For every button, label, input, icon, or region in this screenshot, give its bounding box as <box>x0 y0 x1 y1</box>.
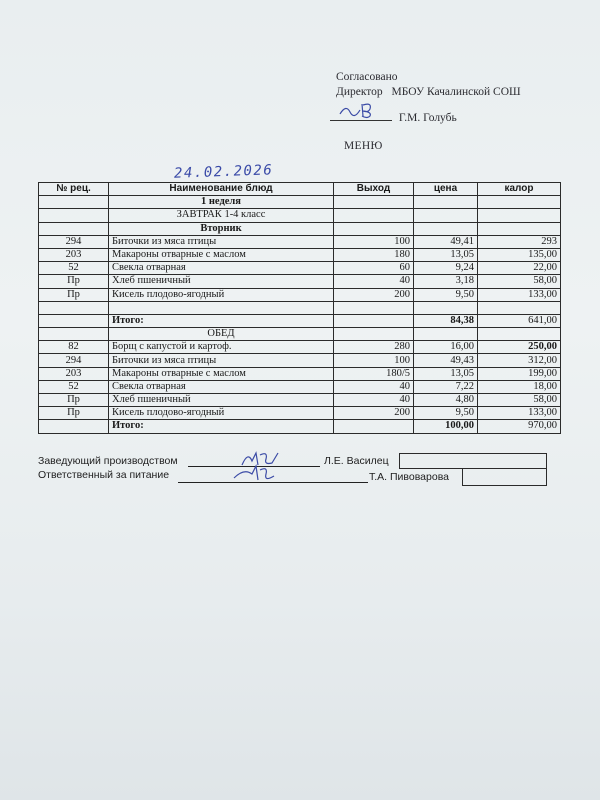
cell-out: 180 <box>334 248 414 261</box>
table-row <box>39 380 561 393</box>
week-row <box>39 196 561 209</box>
cell-name: Хлеб пшеничный <box>109 394 334 407</box>
cell-name: Биточки из мяса птицы <box>109 354 334 367</box>
cell-name: Биточки из мяса птицы <box>109 235 334 248</box>
total-cal: 641,00 <box>478 314 561 327</box>
cell-cal: 293 <box>478 235 561 248</box>
cell-price: 9,50 <box>414 407 478 420</box>
total-cal: 970,00 <box>478 420 561 433</box>
table-row <box>39 262 561 275</box>
cell-price: 49,43 <box>414 354 478 367</box>
cell-out: 100 <box>334 354 414 367</box>
footer-box <box>462 468 547 486</box>
handwritten-date: 24.02.2026 <box>173 162 274 182</box>
col-header: Выход <box>334 183 414 196</box>
cell-cal: 199,00 <box>478 367 561 380</box>
cell-rec: 294 <box>39 354 109 367</box>
director-signature-line <box>330 110 457 124</box>
table-row <box>39 394 561 407</box>
cell-name: Макароны отварные с маслом <box>109 367 334 380</box>
cell-out: 180/5 <box>334 367 414 380</box>
table-row <box>39 354 561 367</box>
cell-rec: 203 <box>39 248 109 261</box>
menu-table <box>38 182 561 434</box>
cell-rec: 52 <box>39 380 109 393</box>
total-label: Итого: <box>109 314 334 327</box>
day-row <box>39 222 561 235</box>
lunch-title: ОБЕД <box>109 328 334 341</box>
cell-price: 13,05 <box>414 367 478 380</box>
cell-out: 40 <box>334 394 414 407</box>
cell-name: Свекла отварная <box>109 380 334 393</box>
cell-cal: 18,00 <box>478 380 561 393</box>
cell-rec: Пр <box>39 394 109 407</box>
breakfast-title-row <box>39 209 561 222</box>
cell-cal: 133,00 <box>478 288 561 301</box>
footer-box <box>399 453 547 469</box>
cell-rec: 294 <box>39 235 109 248</box>
table-row <box>39 407 561 420</box>
col-header: Наименование блюд <box>109 183 334 196</box>
lunch-title-row <box>39 328 561 341</box>
cell-rec: Пр <box>39 288 109 301</box>
nutrition-name: Т.А. Пивоварова <box>369 471 449 483</box>
approval-role: Директор <box>336 86 383 98</box>
table-row <box>39 235 561 248</box>
cell-rec: 203 <box>39 367 109 380</box>
col-header: цена <box>414 183 478 196</box>
breakfast-title: ЗАВТРАК 1-4 класс <box>109 209 334 222</box>
approval-org: МБОУ Качалинской СОШ <box>391 86 521 98</box>
table-header-row <box>39 183 561 196</box>
cell-cal: 312,00 <box>478 354 561 367</box>
cell-price: 9,50 <box>414 288 478 301</box>
table-row <box>39 248 561 261</box>
cell-price: 16,00 <box>414 341 478 354</box>
cell-out: 200 <box>334 407 414 420</box>
cell-out: 200 <box>334 288 414 301</box>
cell-price: 4,80 <box>414 394 478 407</box>
director-name: Г.М. Голубь <box>398 112 457 124</box>
lunch-total-row <box>39 420 561 433</box>
day-label: Вторник <box>109 222 334 235</box>
col-header: № рец. <box>39 183 109 196</box>
cell-cal: 22,00 <box>478 262 561 275</box>
cell-cal: 133,00 <box>478 407 561 420</box>
total-label: Итого: <box>109 420 334 433</box>
cell-rec: Пр <box>39 407 109 420</box>
cell-price: 13,05 <box>414 248 478 261</box>
director-signature <box>330 110 392 121</box>
cell-cal: 58,00 <box>478 275 561 288</box>
breakfast-total-row <box>39 314 561 327</box>
manager-name: Л.Е. Василец <box>324 455 389 467</box>
cell-out: 40 <box>334 380 414 393</box>
page-title: МЕНЮ <box>344 140 383 152</box>
nutrition-signature-icon <box>232 462 282 486</box>
cell-name: Свекла отварная <box>109 262 334 275</box>
cell-name: Борщ с капустой и картоф. <box>109 341 334 354</box>
cell-name: Макароны отварные с маслом <box>109 248 334 261</box>
cell-cal: 58,00 <box>478 394 561 407</box>
cell-out: 60 <box>334 262 414 275</box>
cell-cal: 135,00 <box>478 248 561 261</box>
week-label: 1 неделя <box>109 196 334 209</box>
cell-name: Хлеб пшеничный <box>109 275 334 288</box>
cell-price: 3,18 <box>414 275 478 288</box>
col-header: калор <box>478 183 561 196</box>
cell-name: Кисель плодово-ягодный <box>109 407 334 420</box>
table-row <box>39 275 561 288</box>
cell-name: Кисель плодово-ягодный <box>109 288 334 301</box>
cell-rec: 82 <box>39 341 109 354</box>
approval-role-row <box>336 85 527 100</box>
nutrition-label: Ответственный за питание <box>38 469 170 481</box>
cell-out: 40 <box>334 275 414 288</box>
cell-price: 7,22 <box>414 380 478 393</box>
cell-rec: 52 <box>39 262 109 275</box>
manager-label: Заведующий производством <box>38 455 178 467</box>
approval-heading: Согласовано <box>336 71 398 83</box>
table-row <box>39 367 561 380</box>
table-row <box>39 341 561 354</box>
total-price: 100,00 <box>414 420 478 433</box>
total-price: 84,38 <box>414 314 478 327</box>
cell-out: 280 <box>334 341 414 354</box>
approval-block <box>336 70 527 100</box>
cell-out: 100 <box>334 235 414 248</box>
cell-price: 49,41 <box>414 235 478 248</box>
cell-price: 9,24 <box>414 262 478 275</box>
signature-scribble-icon <box>332 100 392 122</box>
blank-row <box>39 301 561 314</box>
cell-rec: Пр <box>39 275 109 288</box>
table-row <box>39 288 561 301</box>
cell-cal: 250,00 <box>478 341 561 354</box>
